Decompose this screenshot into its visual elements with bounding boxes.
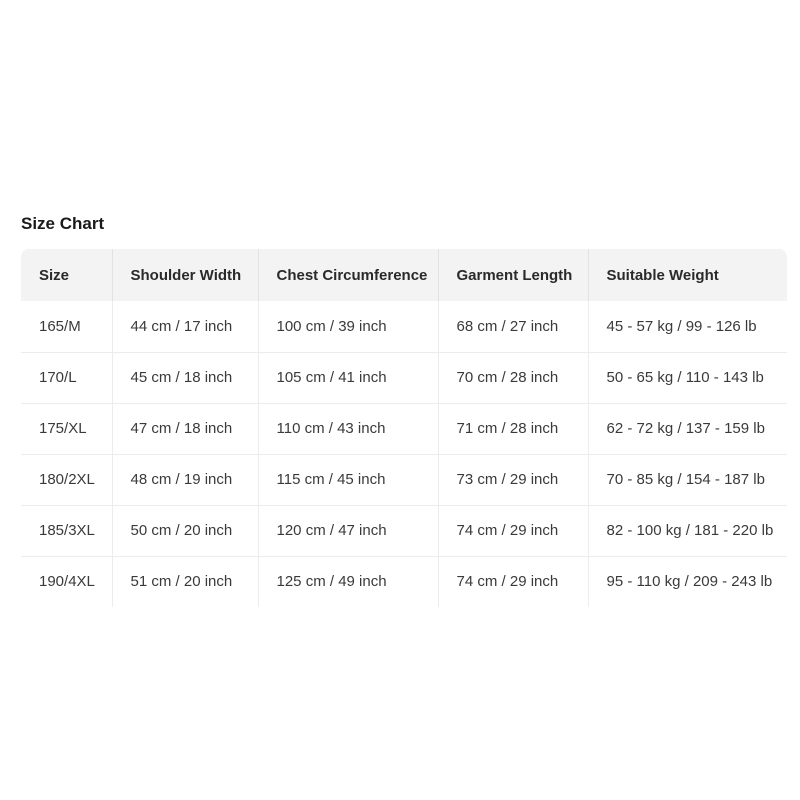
cell-shoulder-width: 47 cm / 18 inch	[112, 403, 258, 454]
cell-garment-length: 70 cm / 28 inch	[438, 352, 588, 403]
table-row	[21, 301, 787, 352]
cell-chest-circumference: 120 cm / 47 inch	[258, 505, 438, 556]
cell-garment-length: 68 cm / 27 inch	[438, 301, 588, 352]
cell-shoulder-width: 51 cm / 20 inch	[112, 556, 258, 607]
cell-chest-circumference: 125 cm / 49 inch	[258, 556, 438, 607]
table-row	[21, 454, 787, 505]
cell-size: 185/3XL	[21, 505, 112, 556]
cell-size: 180/2XL	[21, 454, 112, 505]
cell-shoulder-width: 44 cm / 17 inch	[112, 301, 258, 352]
cell-size: 175/XL	[21, 403, 112, 454]
cell-shoulder-width: 50 cm / 20 inch	[112, 505, 258, 556]
table-header-row	[21, 249, 787, 301]
column-header-size: Size	[21, 249, 112, 301]
cell-chest-circumference: 105 cm / 41 inch	[258, 352, 438, 403]
table-row	[21, 505, 787, 556]
cell-garment-length: 71 cm / 28 inch	[438, 403, 588, 454]
cell-chest-circumference: 100 cm / 39 inch	[258, 301, 438, 352]
cell-shoulder-width: 48 cm / 19 inch	[112, 454, 258, 505]
table-row	[21, 403, 787, 454]
cell-suitable-weight: 70 - 85 kg / 154 - 187 lb	[588, 454, 787, 505]
cell-garment-length: 74 cm / 29 inch	[438, 556, 588, 607]
cell-size: 190/4XL	[21, 556, 112, 607]
cell-garment-length: 74 cm / 29 inch	[438, 505, 588, 556]
cell-chest-circumference: 110 cm / 43 inch	[258, 403, 438, 454]
cell-suitable-weight: 82 - 100 kg / 181 - 220 lb	[588, 505, 787, 556]
cell-size: 165/M	[21, 301, 112, 352]
cell-size: 170/L	[21, 352, 112, 403]
cell-suitable-weight: 95 - 110 kg / 209 - 243 lb	[588, 556, 787, 607]
column-header-suitable-weight: Suitable Weight	[606, 266, 719, 284]
cell-suitable-weight: 62 - 72 kg / 137 - 159 lb	[588, 403, 787, 454]
table-row	[21, 352, 787, 403]
column-header-chest-circumference: Chest Circumference	[258, 249, 438, 301]
table-row	[21, 556, 787, 607]
cell-chest-circumference: 115 cm / 45 inch	[258, 454, 438, 505]
column-header-shoulder-width: Shoulder Width	[112, 249, 258, 301]
cell-suitable-weight: 45 - 57 kg / 99 - 126 lb	[606, 317, 757, 335]
column-header-garment-length: Garment Length	[438, 249, 588, 301]
cell-suitable-weight: 50 - 65 kg / 110 - 143 lb	[588, 352, 787, 403]
size-chart-table	[21, 249, 787, 607]
size-chart-table-container	[21, 249, 787, 607]
page-title: Size Chart	[21, 214, 105, 233]
cell-garment-length: 73 cm / 29 inch	[438, 454, 588, 505]
cell-shoulder-width: 45 cm / 18 inch	[112, 352, 258, 403]
